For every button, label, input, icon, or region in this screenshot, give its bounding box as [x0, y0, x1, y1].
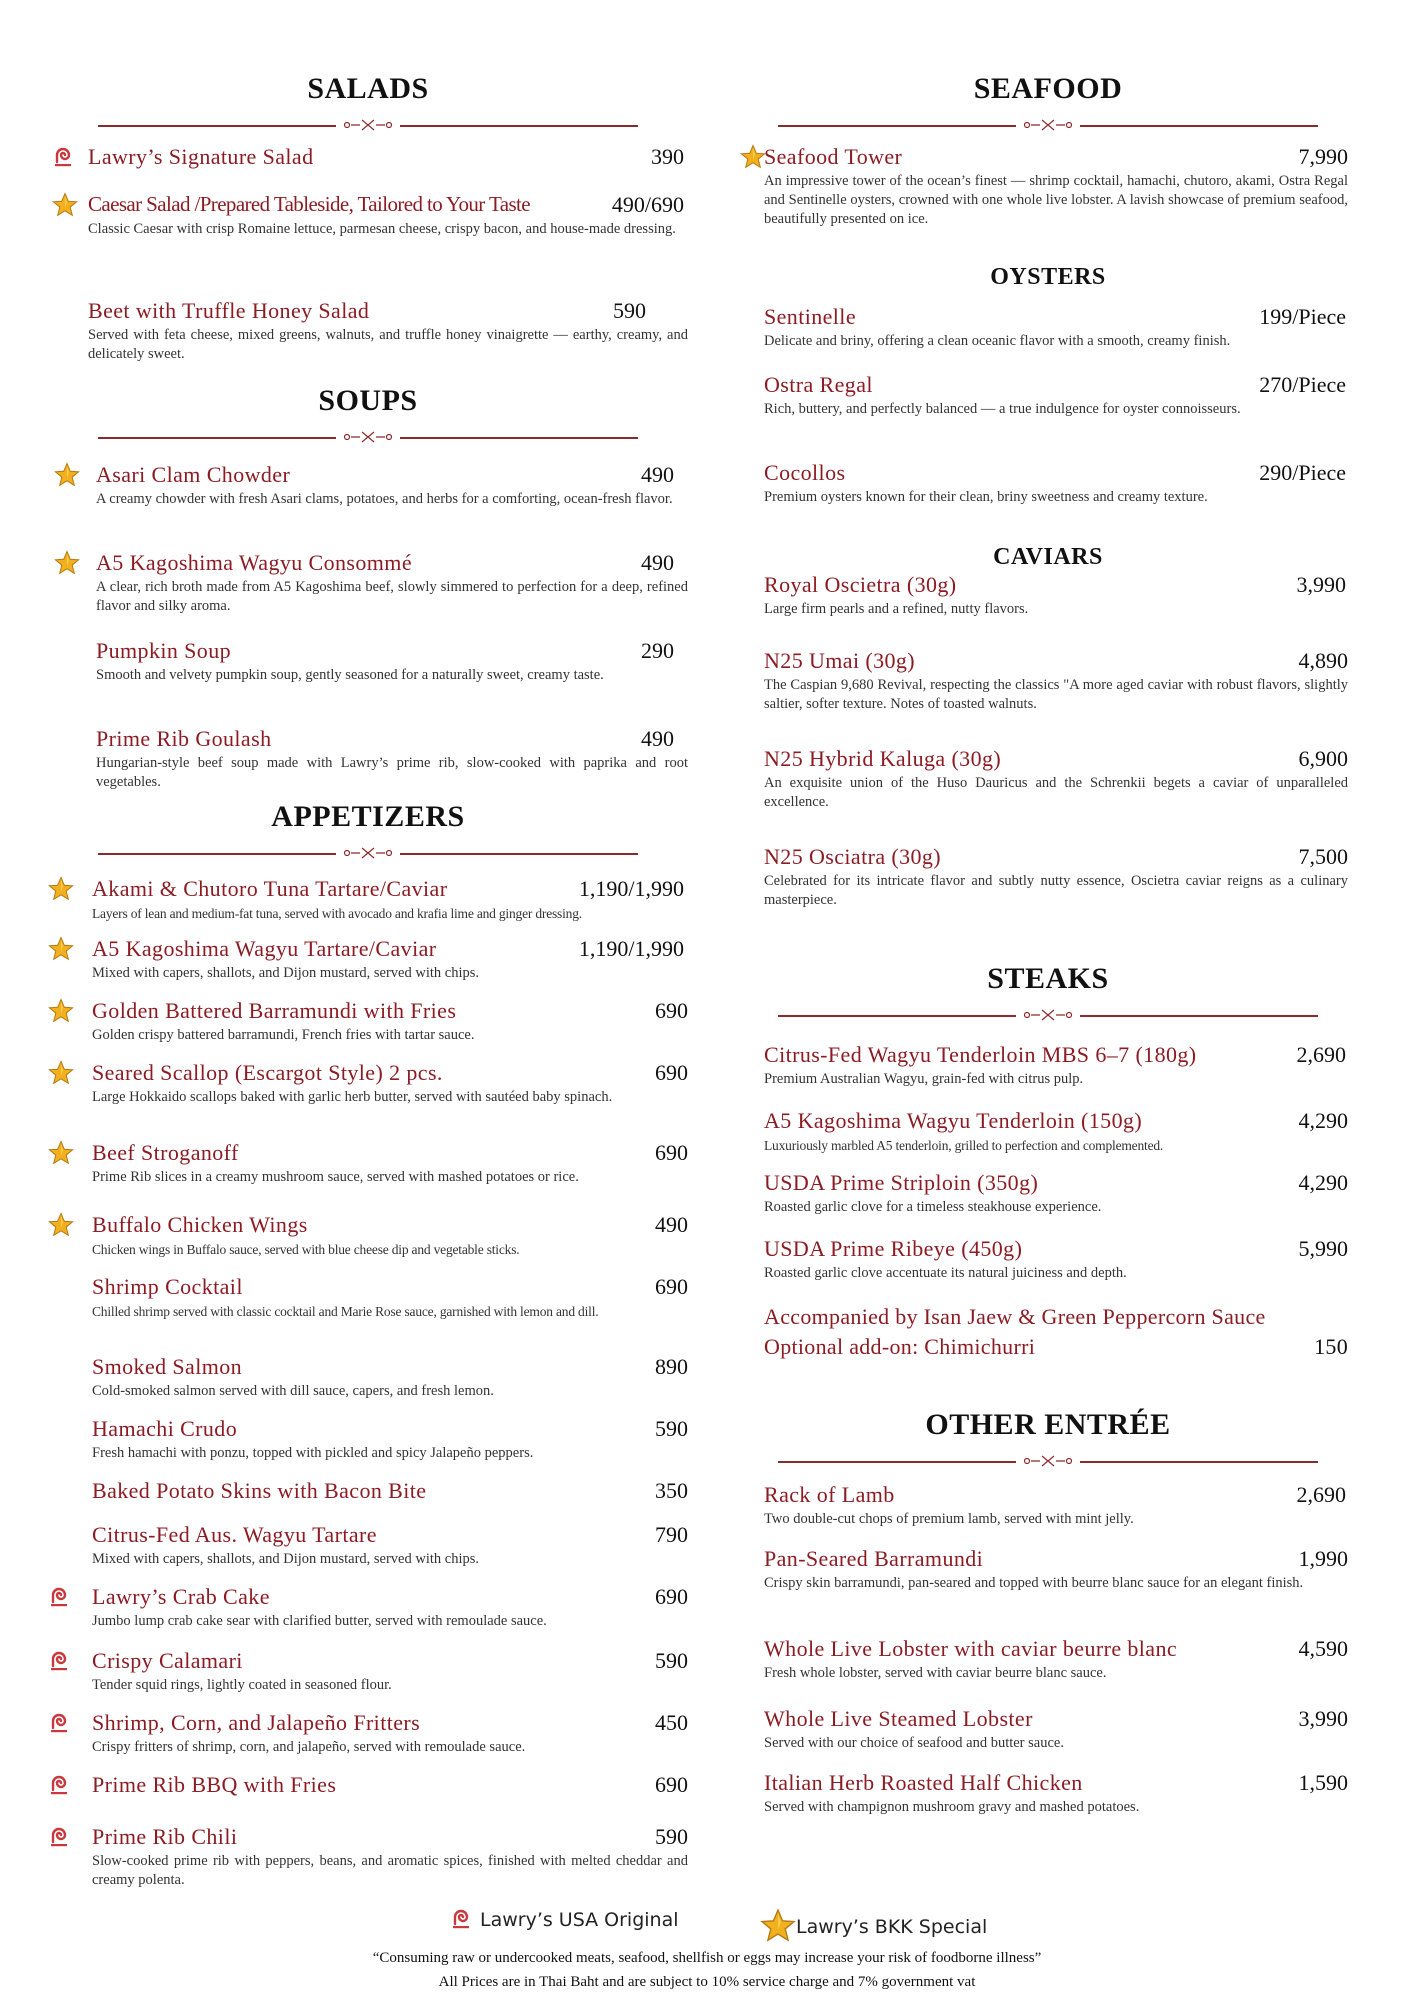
menu-item-row	[764, 1546, 1348, 1574]
menu-item-name: Cocollos	[764, 460, 846, 485]
menu-item	[764, 572, 1348, 619]
menu-item-price: 1,590	[1298, 1770, 1348, 1795]
menu-item-row	[92, 936, 688, 964]
menu-item	[92, 1710, 688, 1757]
divider-line	[1080, 125, 1318, 127]
divider-line	[1080, 1461, 1318, 1463]
menu-item	[764, 1170, 1348, 1217]
menu-item-name: Smoked Salmon	[92, 1354, 243, 1379]
menu-item-price: 4,590	[1298, 1636, 1348, 1661]
divider	[98, 430, 638, 444]
menu-item-description: An exquisite union of the Huso Dauricus and the Schrenkii begets a caviar of unparalleled excellence.	[764, 775, 1348, 810]
menu-item-row	[764, 1706, 1348, 1734]
menu-item-name: USDA Prime Ribeye (450g)	[764, 1236, 1023, 1261]
menu-item-description: Prime Rib slices in a creamy mushroom sauce, served with mashed potatoes or rice.	[92, 1169, 579, 1185]
menu-item-name: A5 Kagoshima Wagyu Tenderloin (150g)	[764, 1108, 1143, 1133]
menu-item-row	[92, 1522, 688, 1550]
menu-item-price: 490	[655, 1212, 688, 1237]
menu-item-name: Prime Rib Goulash	[96, 726, 272, 751]
menu-item	[92, 1060, 688, 1107]
menu-item-description: Slow-cooked prime rib with peppers, beans, and aromatic spices, finished with melted cheddar and creamy polenta.	[92, 1853, 688, 1888]
lawrys-icon	[52, 146, 74, 168]
menu-item	[764, 1706, 1348, 1753]
menu-item-price: 4,890	[1298, 648, 1348, 673]
menu-item-description: Golden crispy battered barramundi, French fries with tartar sauce.	[92, 1027, 475, 1043]
menu-item-description: Premium Australian Wagyu, grain-fed with citrus pulp.	[764, 1071, 1084, 1087]
menu-item-row	[92, 1274, 688, 1302]
section-other-entree	[748, 1408, 1348, 1468]
menu-item-name: Seared Scallop (Escargot Style) 2 pcs.	[92, 1060, 443, 1085]
section-title: SALADS	[307, 72, 429, 105]
menu-item	[92, 1354, 688, 1401]
menu-item-row	[764, 372, 1348, 400]
menu-item-price: 4,290	[1298, 1170, 1348, 1195]
menu-item-price: 690	[655, 1772, 688, 1797]
menu-item-description: Tender squid rings, lightly coated in seasoned flour.	[92, 1677, 392, 1693]
divider-line	[98, 437, 336, 439]
menu-item-description: Roasted garlic clove accentuate its natural juiciness and depth.	[764, 1265, 1127, 1281]
divider-line	[1080, 1015, 1318, 1017]
lawrys-icon	[48, 1826, 70, 1848]
menu-item-name: Pumpkin Soup	[96, 638, 231, 663]
menu-item	[764, 144, 1348, 229]
menu-item-name: Italian Herb Roasted Half Chicken	[764, 1770, 1083, 1795]
menu-item-price: 1,190/1,990	[578, 876, 684, 901]
menu-item	[92, 1478, 688, 1506]
menu-item	[92, 1584, 688, 1631]
divider	[98, 118, 638, 132]
menu-item-price: 590	[613, 298, 646, 323]
section-oysters	[748, 264, 1348, 291]
menu-item-price: 490	[641, 462, 674, 487]
menu-item-name: A5 Kagoshima Wagyu Consommé	[96, 550, 412, 575]
divider	[98, 846, 638, 860]
menu-item	[764, 372, 1348, 419]
menu-item	[764, 648, 1348, 714]
menu-item	[92, 998, 688, 1045]
menu-item	[92, 1648, 688, 1695]
divider-ornament-icon	[1018, 1454, 1078, 1468]
menu-item-name: Shrimp, Corn, and Jalapeño Fritters	[92, 1710, 421, 1735]
menu-item-description: The Caspian 9,680 Revival, respecting the classics "A more aged caviar with robust flavors, slightly saltier, softer texture. Notes of toasted walnuts.	[764, 677, 1348, 712]
menu-item-name: Crispy Calamari	[92, 1648, 243, 1673]
divider-line	[98, 125, 336, 127]
menu-item	[764, 1482, 1348, 1529]
menu-item-name: Ostra Regal	[764, 372, 873, 397]
menu-item-description: Crispy fritters of shrimp, corn, and jalapeño, served with remoulade sauce.	[92, 1739, 526, 1755]
menu-item-row	[764, 1170, 1348, 1198]
menu-item-row	[96, 638, 688, 666]
section-title: OTHER ENTRÉE	[925, 1408, 1171, 1441]
menu-item-row	[764, 844, 1348, 872]
menu-item-price: 270/Piece	[1259, 372, 1346, 397]
section-salads	[48, 72, 688, 132]
menu-item-description: Served with our choice of seafood and butter sauce.	[764, 1735, 1064, 1751]
menu-item-description: Classic Caesar with crisp Romaine lettuce, parmesan cheese, crispy bacon, and house-made dressing.	[88, 221, 676, 237]
section-title: SEAFOOD	[973, 72, 1123, 105]
section-caviars	[748, 544, 1348, 571]
menu-item-price: 450	[655, 1710, 688, 1735]
menu-item-price: 2,690	[1296, 1482, 1346, 1507]
menu-item-price: 1,990	[1298, 1546, 1348, 1571]
menu-item-name: Whole Live Steamed Lobster	[764, 1706, 1033, 1731]
menu-item-name: Buffalo Chicken Wings	[92, 1212, 308, 1237]
star-icon	[52, 192, 78, 218]
menu-item-price: 490	[641, 550, 674, 575]
addon-row	[764, 1334, 1348, 1360]
divider	[778, 118, 1318, 132]
menu-item	[764, 1636, 1348, 1683]
menu-item-row	[88, 144, 688, 172]
menu-item-name: Citrus-Fed Wagyu Tenderloin MBS 6–7 (180g)	[764, 1042, 1197, 1067]
menu-item-name: N25 Umai (30g)	[764, 648, 916, 673]
menu-item-description: Layers of lean and medium-fat tuna, served with avocado and krafia lime and ginger dressing.	[92, 906, 582, 921]
menu-item	[92, 1274, 688, 1321]
menu-item	[764, 844, 1348, 910]
menu-item	[92, 1140, 688, 1187]
menu-item-row	[92, 1648, 688, 1676]
menu-item-description: Smooth and velvety pumpkin soup, gently seasoned for a naturally sweet, creamy taste.	[96, 667, 604, 683]
menu-item-description: Large firm pearls and a refined, nutty flavors.	[764, 601, 1029, 617]
legend-label: Lawry’s BKK Special	[796, 1916, 988, 1938]
menu-item-row	[92, 998, 688, 1026]
divider-ornament-icon	[1018, 118, 1078, 132]
menu-item-name: Beet with Truffle Honey Salad	[88, 298, 370, 323]
menu-item-row	[92, 1212, 688, 1240]
menu-item-row	[764, 1482, 1348, 1510]
menu-item-description: Mixed with capers, shallots, and Dijon mustard, served with chips.	[92, 1551, 480, 1567]
divider	[778, 1008, 1318, 1022]
menu-item	[92, 1212, 688, 1259]
menu-item-price: 4,290	[1298, 1108, 1348, 1133]
menu-item-price: 7,500	[1298, 844, 1348, 869]
legend-label: Lawry’s USA Original	[480, 1909, 679, 1931]
star-icon	[740, 144, 766, 170]
menu-item-name: Beef Stroganoff	[92, 1140, 239, 1165]
star-icon	[48, 876, 74, 902]
section-title: CAVIARS	[993, 544, 1103, 570]
menu-item-name: Prime Rib Chili	[92, 1824, 238, 1849]
menu-item-name: Baked Potato Skins with Bacon Bite	[92, 1478, 427, 1503]
menu-item-description: Chicken wings in Buffalo sauce, served with blue cheese dip and vegetable sticks.	[92, 1242, 520, 1257]
menu-item-name: Shrimp Cocktail	[92, 1274, 243, 1299]
divider-ornament-icon	[338, 430, 398, 444]
menu-item-description: Jumbo lump crab cake sear with clarified butter, served with remoulade sauce.	[92, 1613, 547, 1629]
menu-item-description: A clear, rich broth made from A5 Kagoshima beef, slowly simmered to perfection for a deep, refined flavor and silky aroma.	[96, 579, 688, 614]
menu-item-row	[88, 192, 688, 220]
section-title: STEAKS	[987, 962, 1109, 995]
menu-item-row	[92, 1140, 688, 1168]
menu-item-name: Golden Battered Barramundi with Fries	[92, 998, 457, 1023]
star-icon	[48, 936, 74, 962]
star-icon	[48, 1212, 74, 1238]
star-icon	[54, 462, 80, 488]
divider-line	[400, 853, 638, 855]
footer-disclaimer: “Consuming raw or undercooked meats, seafood, shellfish or eggs may increase your risk of foodborne illness”	[372, 1950, 1042, 1966]
divider	[778, 1454, 1318, 1468]
divider-line	[400, 437, 638, 439]
menu-item-description: Premium oysters known for their clean, briny sweetness and creamy texture.	[764, 489, 1208, 505]
menu-item-name: Whole Live Lobster with caviar beurre blanc	[764, 1636, 1178, 1661]
menu-item-row	[92, 1710, 688, 1738]
menu-item-name: USDA Prime Striploin (350g)	[764, 1170, 1039, 1195]
menu-item-price: 7,990	[1298, 144, 1348, 169]
menu-item-row	[92, 1772, 688, 1800]
menu-item-name: Akami & Chutoro Tuna Tartare/Caviar	[92, 876, 448, 901]
menu-item-name: Rack of Lamb	[764, 1482, 895, 1507]
section-soups	[48, 384, 688, 444]
menu-item-row	[764, 1770, 1348, 1798]
divider-ornament-icon	[338, 846, 398, 860]
menu-item-row	[764, 304, 1348, 332]
menu-item-description: Large Hokkaido scallops baked with garlic herb butter, served with sautéed baby spinach.	[92, 1089, 613, 1105]
accompaniment-text: Accompanied by Isan Jaew & Green Peppercorn Sauce	[764, 1304, 1266, 1329]
menu-item	[88, 192, 688, 239]
divider-line	[400, 125, 638, 127]
menu-item-description: Served with feta cheese, mixed greens, walnuts, and truffle honey vinaigrette –– earthy, creamy, and delicately sweet.	[88, 327, 688, 362]
section-title: SOUPS	[318, 384, 418, 417]
menu-item-price: 890	[655, 1354, 688, 1379]
menu-item-row	[92, 876, 688, 904]
menu-item	[88, 298, 688, 364]
menu-item-name: Royal Oscietra (30g)	[764, 572, 957, 597]
menu-item-row	[96, 462, 688, 490]
menu-item-name: A5 Kagoshima Wagyu Tartare/Caviar	[92, 936, 437, 961]
menu-item-name: N25 Osciatra (30g)	[764, 844, 942, 869]
menu-item-price: 350	[655, 1478, 688, 1503]
menu-item-description: Delicate and briny, offering a clean oceanic flavor with a smooth, creamy finish.	[764, 333, 1231, 349]
legend-bkk	[760, 1908, 987, 1944]
menu-item-name: Prime Rib BBQ with Fries	[92, 1772, 337, 1797]
divider-line	[778, 1461, 1016, 1463]
lawrys-icon	[48, 1650, 70, 1672]
menu-item-price: 690	[655, 1274, 688, 1299]
menu-item-name: Lawry’s Signature Salad	[88, 144, 314, 169]
star-icon	[760, 1908, 796, 1944]
lawrys-icon	[450, 1908, 472, 1930]
menu-item-price: 290	[641, 638, 674, 663]
lawrys-icon	[48, 1774, 70, 1796]
menu-item-description: An impressive tower of the ocean’s finest –– shrimp cocktail, hamachi, chutoro, akami, Ostra Regal and Sentinelle oysters, crowned with one whole live lobster. A lavish showcase of premium seafood, beautifully presented on ice.	[764, 173, 1348, 227]
menu-item-description: Cold-smoked salmon served with dill sauce, capers, and fresh lemon.	[92, 1383, 494, 1399]
star-icon	[48, 1060, 74, 1086]
menu-item-row	[764, 1042, 1348, 1070]
divider-line	[98, 853, 336, 855]
menu-item-row	[764, 648, 1348, 676]
star-icon	[48, 998, 74, 1024]
menu-item-name: Caesar Salad /Prepared Tableside, Tailored to Your Taste	[88, 192, 530, 216]
menu-item-price: 490	[641, 726, 674, 751]
menu-item-name: N25 Hybrid Kaluga (30g)	[764, 746, 1002, 771]
menu-item-name: Lawry’s Crab Cake	[92, 1584, 270, 1609]
menu-item-row	[92, 1824, 688, 1852]
menu-item-description: Rich, buttery, and perfectly balanced –– a true indulgence for oyster connoisseurs.	[764, 401, 1241, 417]
menu-item-price: 690	[655, 1060, 688, 1085]
menu-item-row	[96, 550, 688, 578]
star-icon	[48, 1140, 74, 1166]
section-title: OYSTERS	[990, 264, 1106, 290]
menu-item-row	[92, 1584, 688, 1612]
menu-item	[96, 462, 688, 509]
menu-item-price: 690	[655, 1140, 688, 1165]
menu-item-row	[92, 1060, 688, 1088]
menu-item-name: Pan-Seared Barramundi	[764, 1546, 984, 1571]
menu-item-description: Celebrated for its intricate flavor and subtly nutty essence, Oscietra caviar reigns as a culinary masterpiece.	[764, 873, 1348, 908]
legend-lawrys	[450, 1908, 679, 1931]
addon-text: Optional add-on: Chimichurri	[764, 1334, 1036, 1359]
menu-item-row	[92, 1478, 688, 1506]
menu-item	[96, 726, 688, 792]
menu-item-name: Asari Clam Chowder	[96, 462, 291, 487]
menu-item-price: 6,900	[1298, 746, 1348, 771]
menu-item-description: Luxuriously marbled A5 tenderloin, grilled to perfection and complemented.	[764, 1138, 1164, 1153]
menu-item-price: 199/Piece	[1259, 304, 1346, 329]
menu-item	[764, 304, 1348, 351]
divider-line	[778, 125, 1016, 127]
menu-item-price: 790	[655, 1522, 688, 1547]
menu-item-description: A creamy chowder with fresh Asari clams, potatoes, and herbs for a comforting, ocean-fresh flavor.	[96, 491, 673, 507]
menu-item	[92, 876, 688, 923]
menu-item-description: Two double-cut chops of premium lamb, served with mint jelly.	[764, 1511, 1134, 1527]
menu-item-description: Hungarian-style beef soup made with Lawry’s prime rib, slow-cooked with paprika and root vegetables.	[96, 755, 688, 790]
menu-item-description: Crispy skin barramundi, pan-seared and topped with beurre blanc sauce for an elegant finish.	[764, 1575, 1304, 1591]
menu-item-row	[92, 1354, 688, 1382]
menu-item	[92, 1824, 688, 1890]
menu-item	[764, 1236, 1348, 1283]
menu-item-price: 390	[651, 144, 684, 169]
menu-item	[92, 1522, 688, 1569]
menu-item-price: 690	[655, 998, 688, 1023]
menu-item-row	[764, 572, 1348, 600]
section-title: APPETIZERS	[271, 800, 465, 833]
menu-item-price: 1,190/1,990	[578, 936, 684, 961]
menu-item-description: Served with champignon mushroom gravy and mashed potatoes.	[764, 1799, 1140, 1815]
menu-item-price: 590	[655, 1648, 688, 1673]
menu-item	[92, 1772, 688, 1800]
lawrys-icon	[48, 1586, 70, 1608]
menu-item-price: 290/Piece	[1259, 460, 1346, 485]
menu-item-row	[764, 746, 1348, 774]
lawrys-icon	[48, 1712, 70, 1734]
menu-item-name: Sentinelle	[764, 304, 856, 329]
menu-item-row	[764, 1236, 1348, 1264]
section-appetizers	[48, 800, 688, 860]
menu-item-name: Seafood Tower	[764, 144, 903, 169]
menu-item	[96, 638, 688, 685]
steak-accompaniment	[764, 1304, 1348, 1360]
menu-item-description: Roasted garlic clove for a timeless steakhouse experience.	[764, 1199, 1102, 1215]
footer-prices-note: All Prices are in Thai Baht and are subject to 10% service charge and 7% government vat	[438, 1974, 976, 1990]
divider-line	[778, 1015, 1016, 1017]
menu-item	[764, 460, 1348, 507]
menu-item	[88, 144, 688, 172]
menu-item-description: Fresh whole lobster, served with caviar beurre blanc sauce.	[764, 1665, 1107, 1681]
menu-item	[764, 1770, 1348, 1817]
menu-item-price: 2,690	[1296, 1042, 1346, 1067]
menu-item	[92, 1416, 688, 1463]
menu-item	[92, 936, 688, 983]
menu-item	[764, 746, 1348, 812]
divider-ornament-icon	[338, 118, 398, 132]
addon-price: 150	[1314, 1334, 1348, 1359]
menu-item-row	[88, 298, 688, 326]
menu-item-price: 5,990	[1298, 1236, 1348, 1261]
menu-item	[764, 1042, 1348, 1089]
menu-item-row	[764, 1636, 1348, 1664]
menu-item-row	[96, 726, 688, 754]
menu-item-price: 3,990	[1298, 1706, 1348, 1731]
menu-item-row	[764, 460, 1348, 488]
menu-item	[96, 550, 688, 616]
section-seafood	[748, 72, 1348, 132]
menu-item-price: 590	[655, 1824, 688, 1849]
menu-item-row	[764, 1108, 1348, 1136]
menu-item-price: 3,990	[1296, 572, 1346, 597]
menu-item-row	[92, 1416, 688, 1444]
menu-item-name: Citrus-Fed Aus. Wagyu Tartare	[92, 1522, 377, 1547]
menu-item-price: 590	[655, 1416, 688, 1441]
menu-item-name: Hamachi Crudo	[92, 1416, 238, 1441]
menu-item-description: Chilled shrimp served with classic cocktail and Marie Rose sauce, garnished with lemon and dill.	[92, 1304, 599, 1319]
menu-item-price: 490/690	[611, 192, 684, 217]
menu-item-price: 690	[655, 1584, 688, 1609]
menu-item-row	[764, 144, 1348, 172]
menu-item	[764, 1108, 1348, 1155]
menu-item	[764, 1546, 1348, 1593]
divider-ornament-icon	[1018, 1008, 1078, 1022]
star-icon	[54, 550, 80, 576]
menu-item-description: Mixed with capers, shallots, and Dijon mustard, served with chips.	[92, 965, 480, 981]
menu-item-description: Fresh hamachi with ponzu, topped with pickled and spicy Jalapeño peppers.	[92, 1445, 534, 1461]
section-steaks	[748, 962, 1348, 1022]
